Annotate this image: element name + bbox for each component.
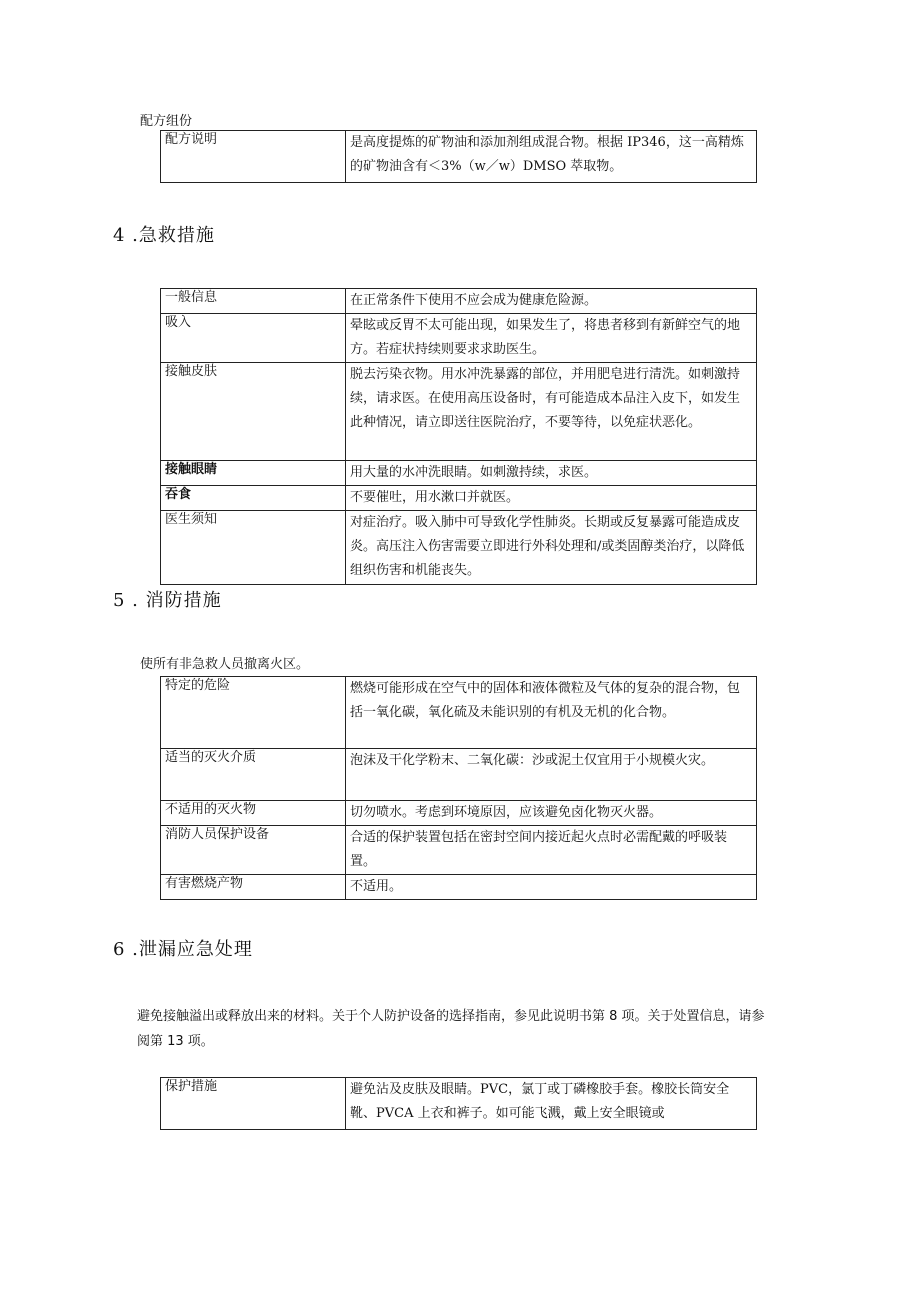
row-label: 消防人员保护设备 — [161, 826, 346, 875]
row-label: 有害燃烧产物 — [161, 875, 346, 900]
accidental-release-table — [160, 1077, 757, 1130]
row-label: 适当的灭火介质 — [161, 749, 346, 801]
row-value: 在正常条件下使用不应会成为健康危险源。 — [346, 289, 757, 314]
table-row — [161, 289, 757, 314]
table-row — [161, 461, 757, 486]
row-label: 一般信息 — [161, 289, 346, 314]
row-label: 特定的危险 — [161, 677, 346, 749]
first-aid-table — [160, 288, 757, 585]
table-row — [161, 826, 757, 875]
section-6-heading: 6 .泄漏应急处理 — [113, 939, 253, 960]
row-value: 晕眩或反胃不太可能出现，如果发生了，将患者移到有新鲜空气的地方。若症状持续则要求求助医生。 — [346, 314, 757, 363]
row-value: 避免沾及皮肤及眼睛。PVC，氯丁或丁磷橡胶手套。橡胶长筒安全靴、PVCA 上衣和裤子。如可能飞溅，戴上安全眼镜或 — [346, 1078, 757, 1130]
section-4-heading: 4 .急救措施 — [113, 225, 215, 246]
row-value: 合适的保护装置包括在密封空间内接近起火点时必需配戴的呼吸装置。 — [346, 826, 757, 875]
row-value: 燃烧可能形成在空气中的固体和液体微粒及气体的复杂的混合物，包括一氧化碳，氧化硫及未能识别的有机及无机的化合物。 — [346, 677, 757, 749]
row-label: 吸入 — [161, 314, 346, 363]
formula-table — [160, 130, 757, 183]
table-row — [161, 486, 757, 511]
row-value: 泡沫及干化学粉末、二氧化碳：沙或泥土仅宜用于小规模火灾。 — [346, 749, 757, 801]
row-label: 吞食 — [161, 486, 346, 511]
section-5-heading: 5 . 消防措施 — [113, 590, 222, 611]
table-row — [161, 363, 757, 461]
row-label: 医生须知 — [161, 511, 346, 585]
row-label: 配方说明 — [161, 131, 346, 183]
row-value: 用大量的水冲洗眼睛。如刺激持续，求医。 — [346, 461, 757, 486]
table-row — [161, 875, 757, 900]
table-row — [161, 511, 757, 585]
section-6-intro: 避免接触溢出或释放出来的材料。关于个人防护设备的选择指南，参见此说明书第 8 项。关于处置信息，请参阅第 13 项。 — [137, 1009, 765, 1049]
fire-fighting-table — [160, 676, 757, 900]
section-5-intro: 使所有非急救人员撤离火区。 — [140, 657, 310, 672]
table-row — [161, 131, 757, 183]
table-row — [161, 801, 757, 826]
row-value: 不要催吐，用水漱口并就医。 — [346, 486, 757, 511]
table-row — [161, 749, 757, 801]
row-label: 接触眼睛 — [161, 461, 346, 486]
table-row — [161, 677, 757, 749]
table-row — [161, 1078, 757, 1130]
row-value: 是高度提炼的矿物油和添加剂组成混合物。根据 IP346，这一高精炼的矿物油含有＜3%（w／w）DMSO 萃取物。 — [346, 131, 757, 183]
row-label: 接触皮肤 — [161, 363, 346, 461]
row-label: 保护措施 — [161, 1078, 346, 1130]
row-value: 对症治疗。吸入肺中可导致化学性肺炎。长期或反复暴露可能造成皮炎。高压注入伤害需要立即进行外科处理和/或类固醇类治疗，以降低组织伤害和机能丧失。 — [346, 511, 757, 585]
row-value: 切勿喷水。考虑到环境原因，应该避免卤化物灭火器。 — [346, 801, 757, 826]
row-label: 不适用的灭火物 — [161, 801, 346, 826]
formula-title: 配方组份 — [140, 114, 193, 129]
row-value: 脱去污染衣物。用水冲洗暴露的部位，并用肥皂进行清洗。如刺激持续，请求医。在使用高压设备时，有可能造成本品注入皮下，如发生此种情况，请立即送往医院治疗，不要等待，以免症状恶化。 — [346, 363, 757, 461]
table-row — [161, 314, 757, 363]
row-value: 不适用。 — [346, 875, 757, 900]
